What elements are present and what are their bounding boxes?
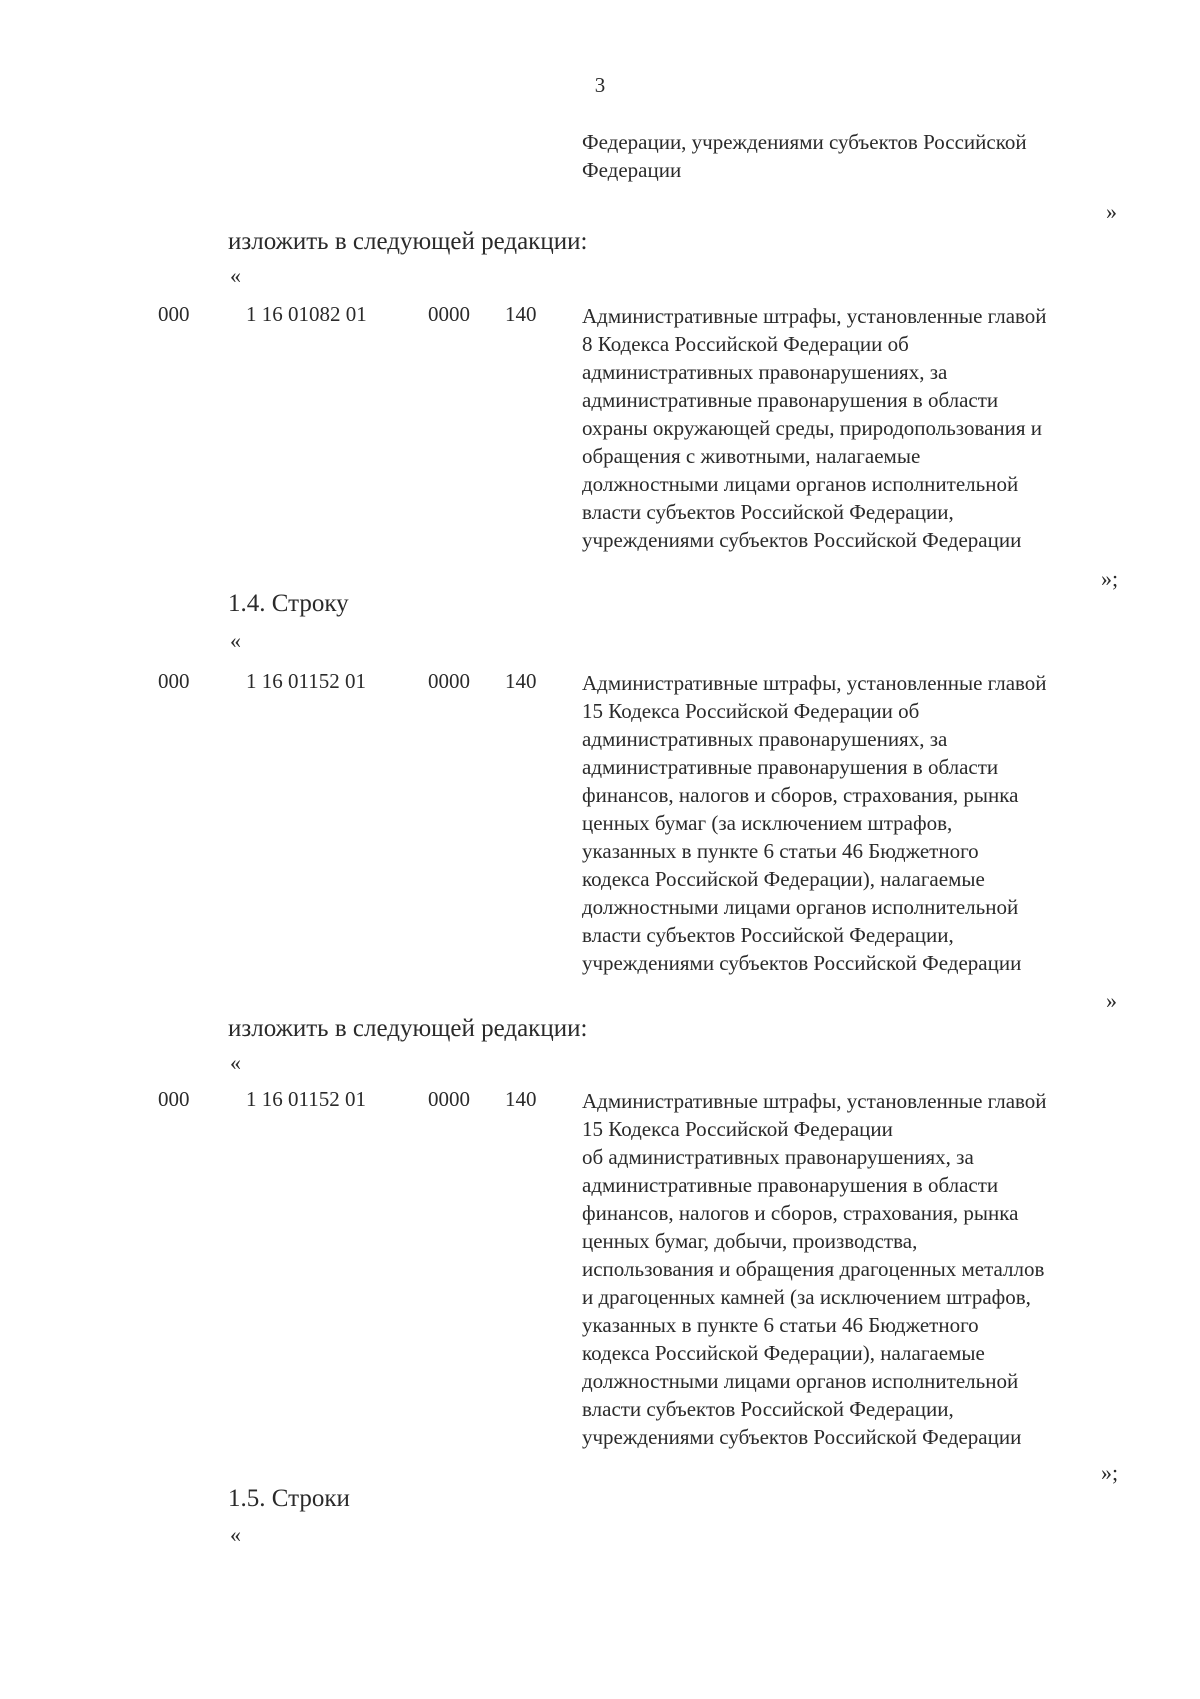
description-line: кодекса Российской Федерации), налагаемые — [582, 1341, 985, 1365]
page-number: 3 — [594, 73, 606, 97]
description-line: охраны окружающей среды, природопользования и — [582, 416, 1043, 440]
code-cell-program: 0000 — [428, 669, 470, 693]
description-line: административных правонарушениях, за — [582, 727, 948, 751]
code-cell-class: 140 — [505, 302, 537, 326]
description-line: указанных в пункте 6 статьи 46 Бюджетного — [582, 839, 979, 863]
code-cell-admin: 000 — [158, 669, 190, 693]
description-line: административные правонарушения в области — [582, 755, 999, 779]
description-line: кодекса Российской Федерации), налагаемые — [582, 867, 985, 891]
description-line: 15 Кодекса Российской Федерации об — [582, 699, 920, 723]
description-line: об административных правонарушениях, за — [582, 1145, 974, 1169]
description-line: административных правонарушениях, за — [582, 360, 948, 384]
code-cell-admin: 000 — [158, 302, 190, 326]
description-line: должностными лицами органов исполнительной — [582, 1369, 1019, 1393]
description-line: обращения с животными, налагаемые — [582, 444, 921, 468]
instruction-text: изложить в следующей редакции: — [228, 228, 588, 255]
instruction-text: 1.5. Строки — [228, 1485, 350, 1512]
close-quote: » — [1106, 988, 1117, 1013]
open-quote: « — [230, 628, 241, 653]
description-line: Административные штрафы, установленные главой — [582, 304, 1047, 328]
description-line: финансов, налогов и сборов, страхования, рынка — [582, 1201, 1019, 1225]
description-line: 8 Кодекса Российской Федерации об — [582, 332, 909, 356]
code-cell-program: 0000 — [428, 302, 470, 326]
description-line: и драгоценных камней (за исключением штрафов, — [582, 1285, 1031, 1309]
code-cell-program: 0000 — [428, 1087, 470, 1111]
code-cell-class: 140 — [505, 1087, 537, 1111]
instruction-text: изложить в следующей редакции: — [228, 1015, 588, 1042]
description-line: власти субъектов Российской Федерации, — [582, 500, 954, 524]
row-description — [582, 1087, 1122, 1451]
description-line: финансов, налогов и сборов, страхования, рынка — [582, 783, 1019, 807]
description-line: учреждениями субъектов Российской Федерации — [582, 528, 1022, 552]
code-cell-kbk: 1 16 01152 01 — [246, 669, 366, 693]
code-cell-kbk: 1 16 01082 01 — [246, 302, 367, 326]
description-line: учреждениями субъектов Российской Федерации — [582, 951, 1022, 975]
description-line: должностными лицами органов исполнительной — [582, 472, 1019, 496]
description-line: Федерации, учреждениями субъектов Российской — [582, 130, 1027, 154]
description-line: власти субъектов Российской Федерации, — [582, 1397, 954, 1421]
instruction-text: 1.4. Строку — [228, 590, 349, 617]
code-cell-kbk: 1 16 01152 01 — [246, 1087, 366, 1111]
description-line: использования и обращения драгоценных металлов — [582, 1257, 1045, 1281]
description-line: власти субъектов Российской Федерации, — [582, 923, 954, 947]
description-line: ценных бумаг, добычи, производства, — [582, 1229, 918, 1253]
description-line: Административные штрафы, установленные главой — [582, 1089, 1047, 1113]
continued-description — [582, 128, 1122, 184]
open-quote: « — [230, 263, 241, 288]
row-description — [582, 302, 1122, 554]
code-cell-admin: 000 — [158, 1087, 190, 1111]
open-quote: « — [230, 1522, 241, 1547]
description-line: указанных в пункте 6 статьи 46 Бюджетного — [582, 1313, 979, 1337]
description-line: должностными лицами органов исполнительной — [582, 895, 1019, 919]
close-quote: »; — [1101, 1460, 1119, 1485]
description-line: Административные штрафы, установленные главой — [582, 671, 1047, 695]
description-line: учреждениями субъектов Российской Федерации — [582, 1425, 1022, 1449]
description-line: ценных бумаг (за исключением штрафов, — [582, 811, 953, 835]
row-description — [582, 669, 1122, 977]
description-line: административные правонарушения в области — [582, 1173, 999, 1197]
description-line: 15 Кодекса Российской Федерации — [582, 1117, 893, 1141]
description-line: административные правонарушения в области — [582, 388, 999, 412]
open-quote: « — [230, 1050, 241, 1075]
close-quote: » — [1106, 199, 1117, 224]
code-cell-class: 140 — [505, 669, 537, 693]
description-line: Федерации — [582, 158, 682, 182]
close-quote: »; — [1101, 566, 1119, 591]
